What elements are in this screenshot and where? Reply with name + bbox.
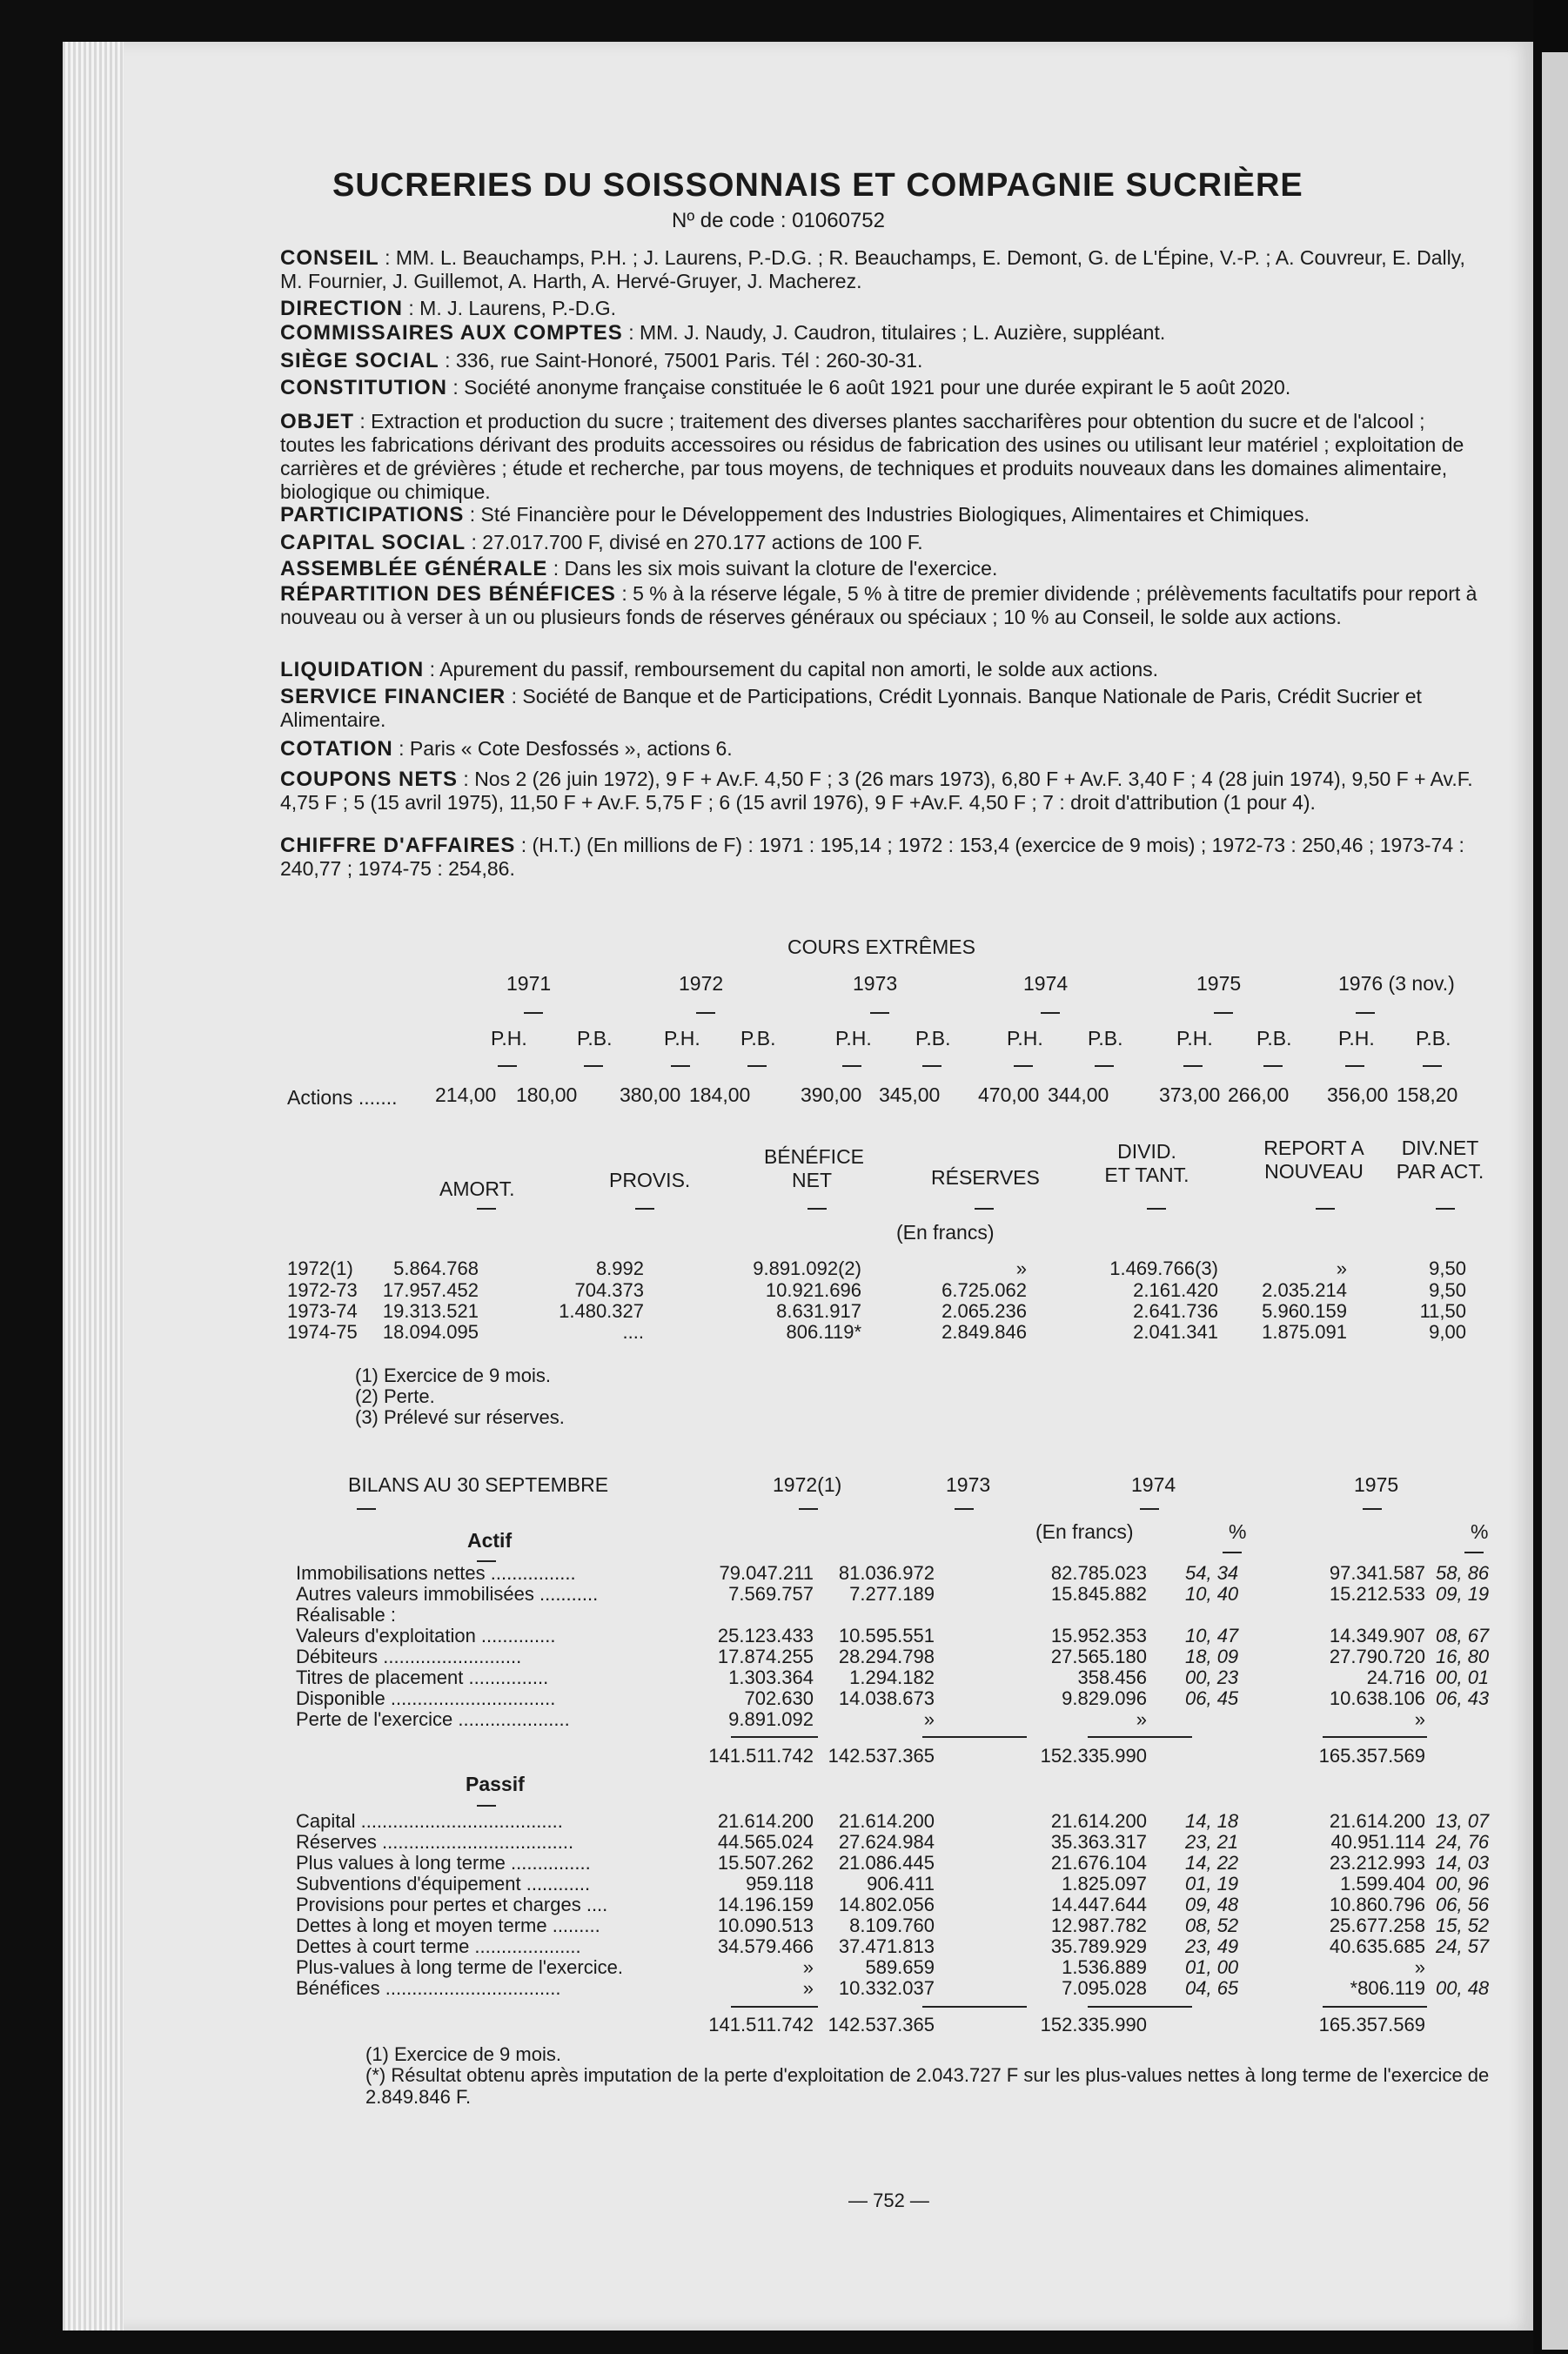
passif-v1: 14.196.159 bbox=[717, 1894, 814, 1915]
cours-ph-pb: P.H. bbox=[1007, 1027, 1043, 1050]
dash-rule bbox=[357, 1508, 376, 1510]
total-rule bbox=[922, 1736, 1027, 1738]
dash-rule bbox=[842, 1065, 861, 1067]
actif-pct-1974: 06, 45 bbox=[1185, 1687, 1239, 1709]
bilans-title: BILANS AU 30 SEPTEMBRE bbox=[348, 1473, 609, 1496]
results-note: (3) Prélevé sur réserves. bbox=[355, 1406, 565, 1428]
section-text: : (H.T.) (En millions de F) : 1971 : 195,14 ; 1972 : 153,4 (exercice de 9 mois) ; 1972-73 : 250,46 ; 1973-74 : 240,77 ; 1974-75 : 254,86. bbox=[280, 834, 1464, 880]
section-label: ASSEMBLÉE GÉNÉRALE bbox=[280, 557, 548, 580]
section-label: CONSTITUTION bbox=[280, 376, 447, 399]
passif-label: Capital ...................................... bbox=[296, 1810, 563, 1832]
results-provis: .... bbox=[622, 1321, 644, 1343]
cours-year: 1974 bbox=[1023, 972, 1069, 995]
col-header-provis: PROVIS. bbox=[609, 1169, 691, 1191]
passif-v2: 14.802.056 bbox=[838, 1894, 935, 1915]
cours-year: 1972 bbox=[679, 972, 724, 995]
passif-v1: 34.579.466 bbox=[717, 1935, 814, 1957]
total-rule bbox=[731, 1736, 818, 1738]
actif-pct-1974: 00, 23 bbox=[1185, 1667, 1239, 1688]
cours-value: 390,00 bbox=[801, 1083, 862, 1106]
actif-pct-1974: 10, 40 bbox=[1185, 1583, 1239, 1605]
bilans-year: 1972(1) bbox=[773, 1473, 842, 1496]
dash-rule bbox=[477, 1805, 496, 1807]
section-text: : Nos 2 (26 juin 1972), 9 F + Av.F. 4,50 F ; 3 (26 mars 1973), 6,80 F + Av.F. 3,40 F ; 4 (28 juin 1974), 9,50 F + Av.F. 4,75 F ; 5 (15 avril 1975), 11,50 F + Av.F. 5,75 F ; 6 (15 avril 1976), 9 F +Av.F. 4,50 F ; 7 : droit d'attribution (1 pour 4). bbox=[280, 768, 1473, 814]
passif-v1: 15.507.262 bbox=[717, 1852, 814, 1874]
passif-pct-1975: 24, 57 bbox=[1436, 1935, 1490, 1957]
bilans-year: 1973 bbox=[946, 1473, 991, 1496]
dash-rule bbox=[635, 1208, 654, 1210]
passif-pct-1974: 08, 52 bbox=[1185, 1915, 1239, 1936]
actif-label: Débiteurs .......................... bbox=[296, 1646, 522, 1667]
actif-v3: 27.565.180 bbox=[1050, 1646, 1147, 1667]
passif-v3: 35.789.929 bbox=[1050, 1935, 1147, 1957]
section-label: CHIFFRE D'AFFAIRES bbox=[280, 834, 516, 857]
results-note: (1) Exercice de 9 mois. bbox=[355, 1365, 551, 1386]
actif-v1: 1.303.364 bbox=[728, 1667, 814, 1688]
section-si-ge-social bbox=[280, 349, 1481, 372]
actif-v2: 1.294.182 bbox=[849, 1667, 935, 1688]
passif-pct-1974: 04, 65 bbox=[1185, 1977, 1239, 1999]
passif-label: Dettes à court terme .................... bbox=[296, 1935, 581, 1957]
section-text: : Paris « Cote Desfossés », actions 6. bbox=[392, 737, 733, 760]
results-report: » bbox=[1336, 1257, 1347, 1279]
cours-value: 373,00 bbox=[1159, 1083, 1221, 1106]
results-divid: 2.161.420 bbox=[1133, 1279, 1218, 1301]
results-reserves: 2.849.846 bbox=[941, 1321, 1027, 1343]
section-constitution bbox=[280, 376, 1481, 399]
actif-label: Autres valeurs immobilisées ........... bbox=[296, 1583, 599, 1605]
section-chiffre-d-affaires bbox=[280, 834, 1481, 881]
results-amort: 18.094.095 bbox=[382, 1321, 479, 1343]
passif-v4: 40.951.114 bbox=[1330, 1831, 1425, 1853]
results-report: 2.035.214 bbox=[1262, 1279, 1347, 1301]
results-divnet: 11,50 bbox=[1419, 1300, 1466, 1322]
cours-value: 180,00 bbox=[516, 1083, 578, 1106]
dash-rule bbox=[671, 1065, 690, 1067]
passif-label: Plus values à long terme ............... bbox=[296, 1852, 591, 1874]
pct-header-1975: % bbox=[1471, 1520, 1489, 1543]
cours-ph-pb: P.H. bbox=[664, 1027, 700, 1050]
cours-value: 356,00 bbox=[1327, 1083, 1389, 1106]
passif-v2: 906.411 bbox=[867, 1873, 935, 1895]
col-header-benefice: BÉNÉFICE NET bbox=[764, 1145, 865, 1191]
actif-v4: » bbox=[1414, 1708, 1425, 1730]
dash-rule bbox=[1223, 1552, 1242, 1553]
actif-v3: 15.952.353 bbox=[1050, 1625, 1147, 1646]
actif-pct-1975: 08, 67 bbox=[1436, 1625, 1490, 1646]
cours-year: 1971 bbox=[506, 972, 552, 995]
section-label: SIÈGE SOCIAL bbox=[280, 349, 439, 372]
results-benef: 10.921.696 bbox=[765, 1279, 861, 1301]
actif-pct-1975: 00, 01 bbox=[1436, 1667, 1490, 1688]
passif-v3: 12.987.782 bbox=[1050, 1915, 1147, 1936]
passif-total: 142.537.365 bbox=[828, 2014, 935, 2035]
actif-v4: 97.341.587 bbox=[1329, 1562, 1425, 1584]
passif-v1: » bbox=[802, 1977, 814, 1999]
total-rule bbox=[922, 2006, 1027, 2008]
next-page-edge bbox=[1542, 52, 1568, 2350]
results-unit: (En francs) bbox=[896, 1221, 995, 1244]
passif-total: 141.511.742 bbox=[708, 2014, 814, 2035]
actif-v2: 10.595.551 bbox=[838, 1625, 935, 1646]
col-header-divnet: DIV.NET PAR ACT. bbox=[1396, 1137, 1484, 1183]
dash-rule bbox=[955, 1508, 974, 1510]
section-coupons-nets bbox=[280, 768, 1481, 815]
cours-year: 1976 (3 nov.) bbox=[1338, 972, 1455, 995]
section-label: COMMISSAIRES AUX COMPTES bbox=[280, 321, 623, 345]
cours-value: 184,00 bbox=[689, 1083, 751, 1106]
section-direction bbox=[280, 297, 1481, 320]
passif-pct-1975: 13, 07 bbox=[1436, 1810, 1490, 1832]
actif-pct-1975: 09, 19 bbox=[1436, 1583, 1490, 1605]
cours-value: 158,20 bbox=[1397, 1083, 1458, 1106]
dash-rule bbox=[1183, 1065, 1203, 1067]
cours-row-label: Actions ....... bbox=[287, 1086, 398, 1109]
col-header-amort: AMORT. bbox=[439, 1177, 515, 1200]
col-header-report: REPORT A NOUVEAU bbox=[1263, 1137, 1364, 1183]
actif-label: Immobilisations nettes ................ bbox=[296, 1562, 576, 1584]
results-note: (2) Perte. bbox=[355, 1385, 435, 1407]
dash-rule bbox=[975, 1208, 994, 1210]
dash-rule bbox=[477, 1208, 496, 1210]
cours-ph-pb: P.B. bbox=[1416, 1027, 1451, 1050]
results-divnet: 9,00 bbox=[1429, 1321, 1466, 1343]
passif-pct-1975: 24, 76 bbox=[1436, 1831, 1490, 1853]
dash-rule bbox=[799, 1508, 818, 1510]
passif-pct-1974: 01, 00 bbox=[1185, 1956, 1239, 1978]
passif-label: Bénéfices ................................. bbox=[296, 1977, 561, 1999]
section-r-partition-des-b-n-fices bbox=[280, 582, 1481, 629]
section-text: : Société anonyme française constituée le 6 août 1921 pour une durée expirant le 5 août 2020. bbox=[447, 376, 1291, 399]
section-label: COTATION bbox=[280, 737, 393, 761]
actif-v3: 9.829.096 bbox=[1062, 1687, 1147, 1709]
passif-v3: 14.447.644 bbox=[1050, 1894, 1147, 1915]
actif-pct-1975: 06, 43 bbox=[1436, 1687, 1490, 1709]
results-divnet: 9,50 bbox=[1429, 1257, 1466, 1279]
passif-pct-1975: 00, 96 bbox=[1436, 1873, 1490, 1895]
passif-v4: 1.599.404 bbox=[1340, 1873, 1425, 1895]
cours-ph-pb: P.B. bbox=[740, 1027, 776, 1050]
results-divnet: 9,50 bbox=[1429, 1279, 1466, 1301]
col-header-reserves: RÉSERVES bbox=[931, 1166, 1040, 1189]
dash-rule bbox=[1041, 1012, 1060, 1014]
passif-pct-1975: 14, 03 bbox=[1436, 1852, 1490, 1874]
cours-title: COURS EXTRÊMES bbox=[787, 936, 975, 958]
passif-v2: 8.109.760 bbox=[849, 1915, 935, 1936]
section-text: : Société de Banque et de Participations, Crédit Lyonnais. Banque Nationale de Paris, Crédit Sucrier et Alimentaire. bbox=[280, 685, 1422, 731]
passif-v1: » bbox=[802, 1956, 814, 1978]
section-text: : Extraction et production du sucre ; traitement des diverses plantes saccharifères pour obtention du sucre et de l'alcool ; toutes les fabrications dérivant des produits accessoires ou résidus de fabrication des usines ou utilisant leur matériel ; exploitation de carrières et de grévières ; étude et recherche, par tous moyens, de techniques et produits nouveaux dans les domaines alimentaire, biologique ou chimique. bbox=[280, 410, 1464, 503]
results-provis: 8.992 bbox=[595, 1257, 644, 1279]
dash-rule bbox=[1423, 1065, 1442, 1067]
passif-pct-1975: 00, 48 bbox=[1436, 1977, 1490, 1999]
dash-rule bbox=[1095, 1065, 1114, 1067]
actif-label: Actif bbox=[467, 1529, 513, 1552]
actif-v4: 24.716 bbox=[1366, 1667, 1425, 1688]
results-reserves: 6.725.062 bbox=[941, 1279, 1027, 1301]
cours-ph-pb: P.H. bbox=[1338, 1027, 1375, 1050]
dash-rule bbox=[1363, 1508, 1382, 1510]
dash-rule bbox=[1316, 1208, 1335, 1210]
dash-rule bbox=[807, 1208, 827, 1210]
dash-rule bbox=[1147, 1208, 1166, 1210]
section-liquidation bbox=[280, 658, 1481, 681]
passif-pct-1974: 09, 48 bbox=[1185, 1894, 1239, 1915]
section-label: CONSEIL bbox=[280, 246, 379, 270]
cours-ph-pb: P.B. bbox=[577, 1027, 613, 1050]
total-rule bbox=[1323, 2006, 1427, 2008]
actif-pct-1975: 16, 80 bbox=[1436, 1646, 1490, 1667]
dash-rule bbox=[1436, 1208, 1455, 1210]
passif-pct-1974: 23, 21 bbox=[1185, 1831, 1239, 1853]
passif-v2: 10.332.037 bbox=[838, 1977, 935, 1999]
results-benef: 806.119* bbox=[786, 1321, 861, 1343]
passif-v3: 21.614.200 bbox=[1050, 1810, 1147, 1832]
results-amort: 19.313.521 bbox=[382, 1300, 479, 1322]
actif-v3: » bbox=[1136, 1708, 1147, 1730]
passif-label: Réserves .................................... bbox=[296, 1831, 574, 1853]
bilans-note: (1) Exercice de 9 mois. bbox=[365, 2043, 561, 2065]
results-report: 5.960.159 bbox=[1262, 1300, 1347, 1322]
cours-value: 214,00 bbox=[435, 1083, 497, 1106]
passif-label: Dettes à long et moyen terme ......... bbox=[296, 1915, 600, 1936]
passif-label: Plus-values à long terme de l'exercice. bbox=[296, 1956, 623, 1978]
passif-label: Passif bbox=[466, 1773, 525, 1795]
results-divid: 2.641.736 bbox=[1133, 1300, 1218, 1322]
actif-v2: 14.038.673 bbox=[838, 1687, 935, 1709]
actif-total: 152.335.990 bbox=[1040, 1745, 1147, 1767]
passif-v3: 1.825.097 bbox=[1062, 1873, 1147, 1895]
passif-v1: 959.118 bbox=[746, 1873, 814, 1895]
passif-v2: 589.659 bbox=[865, 1956, 935, 1978]
section-objet bbox=[280, 410, 1481, 504]
section-cotation bbox=[280, 737, 1481, 761]
actif-label: Valeurs d'exploitation .............. bbox=[296, 1625, 556, 1646]
page-edges bbox=[63, 42, 124, 2331]
section-text: : MM. J. Naudy, J. Caudron, titulaires ; L. Auzière, suppléant. bbox=[622, 321, 1166, 344]
section-text: : 27.017.700 F, divisé en 270.177 actions de 100 F. bbox=[466, 531, 923, 553]
bilans-year: 1975 bbox=[1354, 1473, 1399, 1496]
section-label: COUPONS NETS bbox=[280, 768, 459, 791]
actif-v1: 7.569.757 bbox=[728, 1583, 814, 1605]
cours-ph-pb: P.H. bbox=[835, 1027, 872, 1050]
passif-v4: 10.860.796 bbox=[1329, 1894, 1425, 1915]
section-commissaires-aux-comptes bbox=[280, 321, 1481, 345]
total-rule bbox=[1088, 2006, 1192, 2008]
actif-pct-1974: 10, 47 bbox=[1185, 1625, 1239, 1646]
section-label: CAPITAL SOCIAL bbox=[280, 531, 466, 554]
passif-v3: 35.363.317 bbox=[1050, 1831, 1147, 1853]
actif-v3: 82.785.023 bbox=[1050, 1562, 1147, 1584]
dash-rule bbox=[1140, 1508, 1159, 1510]
results-benef: 8.631.917 bbox=[776, 1300, 861, 1322]
actif-v1: 79.047.211 bbox=[719, 1562, 814, 1584]
results-amort: 17.957.452 bbox=[382, 1279, 479, 1301]
actif-label: Réalisable : bbox=[296, 1604, 396, 1626]
total-rule bbox=[1088, 1736, 1192, 1738]
actif-v1: 9.891.092 bbox=[728, 1708, 814, 1730]
results-report: 1.875.091 bbox=[1262, 1321, 1347, 1343]
actif-total: 142.537.365 bbox=[828, 1745, 935, 1767]
cours-value: 380,00 bbox=[620, 1083, 681, 1106]
dash-rule bbox=[1014, 1065, 1033, 1067]
passif-pct-1975: 06, 56 bbox=[1436, 1894, 1490, 1915]
passif-pct-1974: 23, 49 bbox=[1185, 1935, 1239, 1957]
section-label: DIRECTION bbox=[280, 297, 403, 320]
section-conseil bbox=[280, 246, 1481, 293]
actif-v4: 15.212.533 bbox=[1329, 1583, 1425, 1605]
passif-v2: 27.624.984 bbox=[838, 1831, 935, 1853]
passif-pct-1974: 01, 19 bbox=[1185, 1873, 1239, 1895]
section-text: : M. J. Laurens, P.-D.G. bbox=[403, 297, 616, 319]
section-assembl-e-g-n-rale bbox=[280, 557, 1481, 580]
dash-rule bbox=[747, 1065, 767, 1067]
passif-v1: 44.565.024 bbox=[717, 1831, 814, 1853]
actif-v4: 27.790.720 bbox=[1329, 1646, 1425, 1667]
dash-rule bbox=[870, 1012, 889, 1014]
actif-v3: 358.456 bbox=[1077, 1667, 1147, 1688]
passif-label: Subventions d'équipement ............ bbox=[296, 1873, 591, 1895]
col-header-divid: DIVID. ET TANT. bbox=[1104, 1140, 1189, 1186]
passif-v1: 10.090.513 bbox=[717, 1915, 814, 1936]
dash-rule bbox=[1345, 1065, 1364, 1067]
actif-total: 165.357.569 bbox=[1318, 1745, 1425, 1767]
actif-v2: 81.036.972 bbox=[838, 1562, 935, 1584]
section-label: LIQUIDATION bbox=[280, 658, 425, 681]
results-divid: 2.041.341 bbox=[1133, 1321, 1218, 1343]
actif-v1: 17.874.255 bbox=[717, 1646, 814, 1667]
cours-year: 1975 bbox=[1196, 972, 1242, 995]
results-provis: 1.480.327 bbox=[559, 1300, 644, 1322]
results-year: 1972-73 bbox=[287, 1279, 358, 1301]
total-rule bbox=[1323, 1736, 1427, 1738]
actif-v2: 28.294.798 bbox=[838, 1646, 935, 1667]
passif-v4: 40.635.685 bbox=[1329, 1935, 1425, 1957]
section-text: : 5 % à la réserve légale, 5 % à titre de premier dividende ; prélèvements facultatifs pour report à nouveau ou à verser à un ou plusieurs fonds de réserves généraux ou spéciaux ; 10 % au Conseil, le solde aux actions. bbox=[280, 582, 1478, 628]
dash-rule bbox=[524, 1012, 543, 1014]
section-text: : Apurement du passif, remboursement du capital non amorti, le solde aux actions. bbox=[424, 658, 1159, 681]
passif-v2: 21.086.445 bbox=[838, 1852, 935, 1874]
passif-v3: 7.095.028 bbox=[1062, 1977, 1147, 1999]
bilans-note: (*) Résultat obtenu après imputation de la perte d'exploitation de 2.043.727 F sur les plus-values nettes à long terme de l'exercice de 2.849.846 F. bbox=[365, 2064, 1490, 2108]
passif-total: 152.335.990 bbox=[1040, 2014, 1147, 2035]
actif-total: 141.511.742 bbox=[708, 1745, 814, 1767]
page-number: — 752 — bbox=[848, 2190, 929, 2211]
passif-v4: 21.614.200 bbox=[1329, 1810, 1425, 1832]
passif-v2: 21.614.200 bbox=[838, 1810, 935, 1832]
passif-v4: 23.212.993 bbox=[1329, 1852, 1425, 1874]
passif-v4: 25.677.258 bbox=[1329, 1915, 1425, 1936]
section-text: : Sté Financière pour le Développement des Industries Biologiques, Alimentaires et Chimiques. bbox=[464, 503, 1310, 526]
section-label: PARTICIPATIONS bbox=[280, 503, 465, 526]
actif-label: Perte de l'exercice ..................... bbox=[296, 1708, 570, 1730]
dash-rule bbox=[1214, 1012, 1233, 1014]
cours-value: 470,00 bbox=[978, 1083, 1040, 1106]
actif-v2: 7.277.189 bbox=[849, 1583, 935, 1605]
passif-pct-1974: 14, 18 bbox=[1185, 1810, 1239, 1832]
passif-v3: 1.536.889 bbox=[1062, 1956, 1147, 1978]
results-benef: 9.891.092(2) bbox=[753, 1257, 861, 1279]
dash-rule bbox=[1464, 1552, 1484, 1553]
cours-value: 345,00 bbox=[879, 1083, 941, 1106]
section-label: SERVICE FINANCIER bbox=[280, 685, 506, 708]
cours-year: 1973 bbox=[853, 972, 898, 995]
section-text: : 336, rue Saint-Honoré, 75001 Paris. Tél : 260-30-31. bbox=[439, 349, 923, 372]
cours-value: 344,00 bbox=[1048, 1083, 1109, 1106]
actif-v4: 10.638.106 bbox=[1329, 1687, 1425, 1709]
actif-v1: 702.630 bbox=[744, 1687, 814, 1709]
actif-v1: 25.123.433 bbox=[717, 1625, 814, 1646]
passif-total: 165.357.569 bbox=[1318, 2014, 1425, 2035]
passif-v4: » bbox=[1414, 1956, 1425, 1978]
passif-pct-1974: 14, 22 bbox=[1185, 1852, 1239, 1874]
passif-label: Provisions pour pertes et charges .... bbox=[296, 1894, 608, 1915]
section-service-financier bbox=[280, 685, 1481, 732]
section-label: RÉPARTITION DES BÉNÉFICES bbox=[280, 582, 616, 606]
cours-ph-pb: P.H. bbox=[1176, 1027, 1213, 1050]
actif-v3: 15.845.882 bbox=[1050, 1583, 1147, 1605]
results-year: 1973-74 bbox=[287, 1300, 358, 1322]
results-provis: 704.373 bbox=[574, 1279, 644, 1301]
actif-label: Titres de placement ............... bbox=[296, 1667, 549, 1688]
bilans-year: 1974 bbox=[1131, 1473, 1176, 1496]
section-capital-social bbox=[280, 531, 1481, 554]
dash-rule bbox=[584, 1065, 603, 1067]
section-participations bbox=[280, 503, 1481, 526]
total-rule bbox=[731, 2006, 818, 2008]
section-label: OBJET bbox=[280, 410, 355, 433]
results-reserves: » bbox=[1015, 1257, 1027, 1279]
passif-v3: 21.676.104 bbox=[1050, 1852, 1147, 1874]
section-text: : Dans les six mois suivant la cloture de l'exercice. bbox=[547, 557, 998, 580]
pct-header-1974: % bbox=[1229, 1520, 1247, 1543]
passif-v1: 21.614.200 bbox=[717, 1810, 814, 1832]
bilans-unit: (En francs) bbox=[1035, 1520, 1134, 1543]
dash-rule bbox=[922, 1065, 941, 1067]
passif-v2: 37.471.813 bbox=[838, 1935, 935, 1957]
cours-ph-pb: P.B. bbox=[1256, 1027, 1292, 1050]
actif-v2: » bbox=[923, 1708, 935, 1730]
dash-rule bbox=[1263, 1065, 1283, 1067]
passif-v4: *806.119 bbox=[1350, 1977, 1425, 1999]
page-title: SUCRERIES DU SOISSONNAIS ET COMPAGNIE SUCRIÈRE bbox=[332, 167, 1303, 204]
actif-pct-1974: 18, 09 bbox=[1185, 1646, 1239, 1667]
company-code: Nº de code : 01060752 bbox=[672, 209, 885, 232]
cours-ph-pb: P.H. bbox=[491, 1027, 527, 1050]
results-amort: 5.864.768 bbox=[393, 1257, 479, 1279]
results-reserves: 2.065.236 bbox=[941, 1300, 1027, 1322]
actif-label: Disponible ............................... bbox=[296, 1687, 556, 1709]
results-divid: 1.469.766(3) bbox=[1109, 1257, 1218, 1279]
dash-rule bbox=[696, 1012, 715, 1014]
cours-ph-pb: P.B. bbox=[915, 1027, 951, 1050]
dash-rule bbox=[1356, 1012, 1375, 1014]
actif-v4: 14.349.907 bbox=[1329, 1625, 1425, 1646]
actif-pct-1975: 58, 86 bbox=[1436, 1562, 1490, 1584]
cours-value: 266,00 bbox=[1228, 1083, 1290, 1106]
dash-rule bbox=[498, 1065, 517, 1067]
cours-ph-pb: P.B. bbox=[1088, 1027, 1123, 1050]
section-text: : MM. L. Beauchamps, P.H. ; J. Laurens, P.-D.G. ; R. Beauchamps, E. Demont, G. de L'Épine, V.-P. ; A. Couvreur, E. Dally, M. Fournier, J. Guillemot, A. Harth, A. Hervé-Gruyer, J. Macherez. bbox=[280, 246, 1465, 292]
results-year: 1972(1) bbox=[287, 1257, 353, 1279]
actif-pct-1974: 54, 34 bbox=[1185, 1562, 1239, 1584]
results-year: 1974-75 bbox=[287, 1321, 358, 1343]
passif-pct-1975: 15, 52 bbox=[1436, 1915, 1490, 1936]
